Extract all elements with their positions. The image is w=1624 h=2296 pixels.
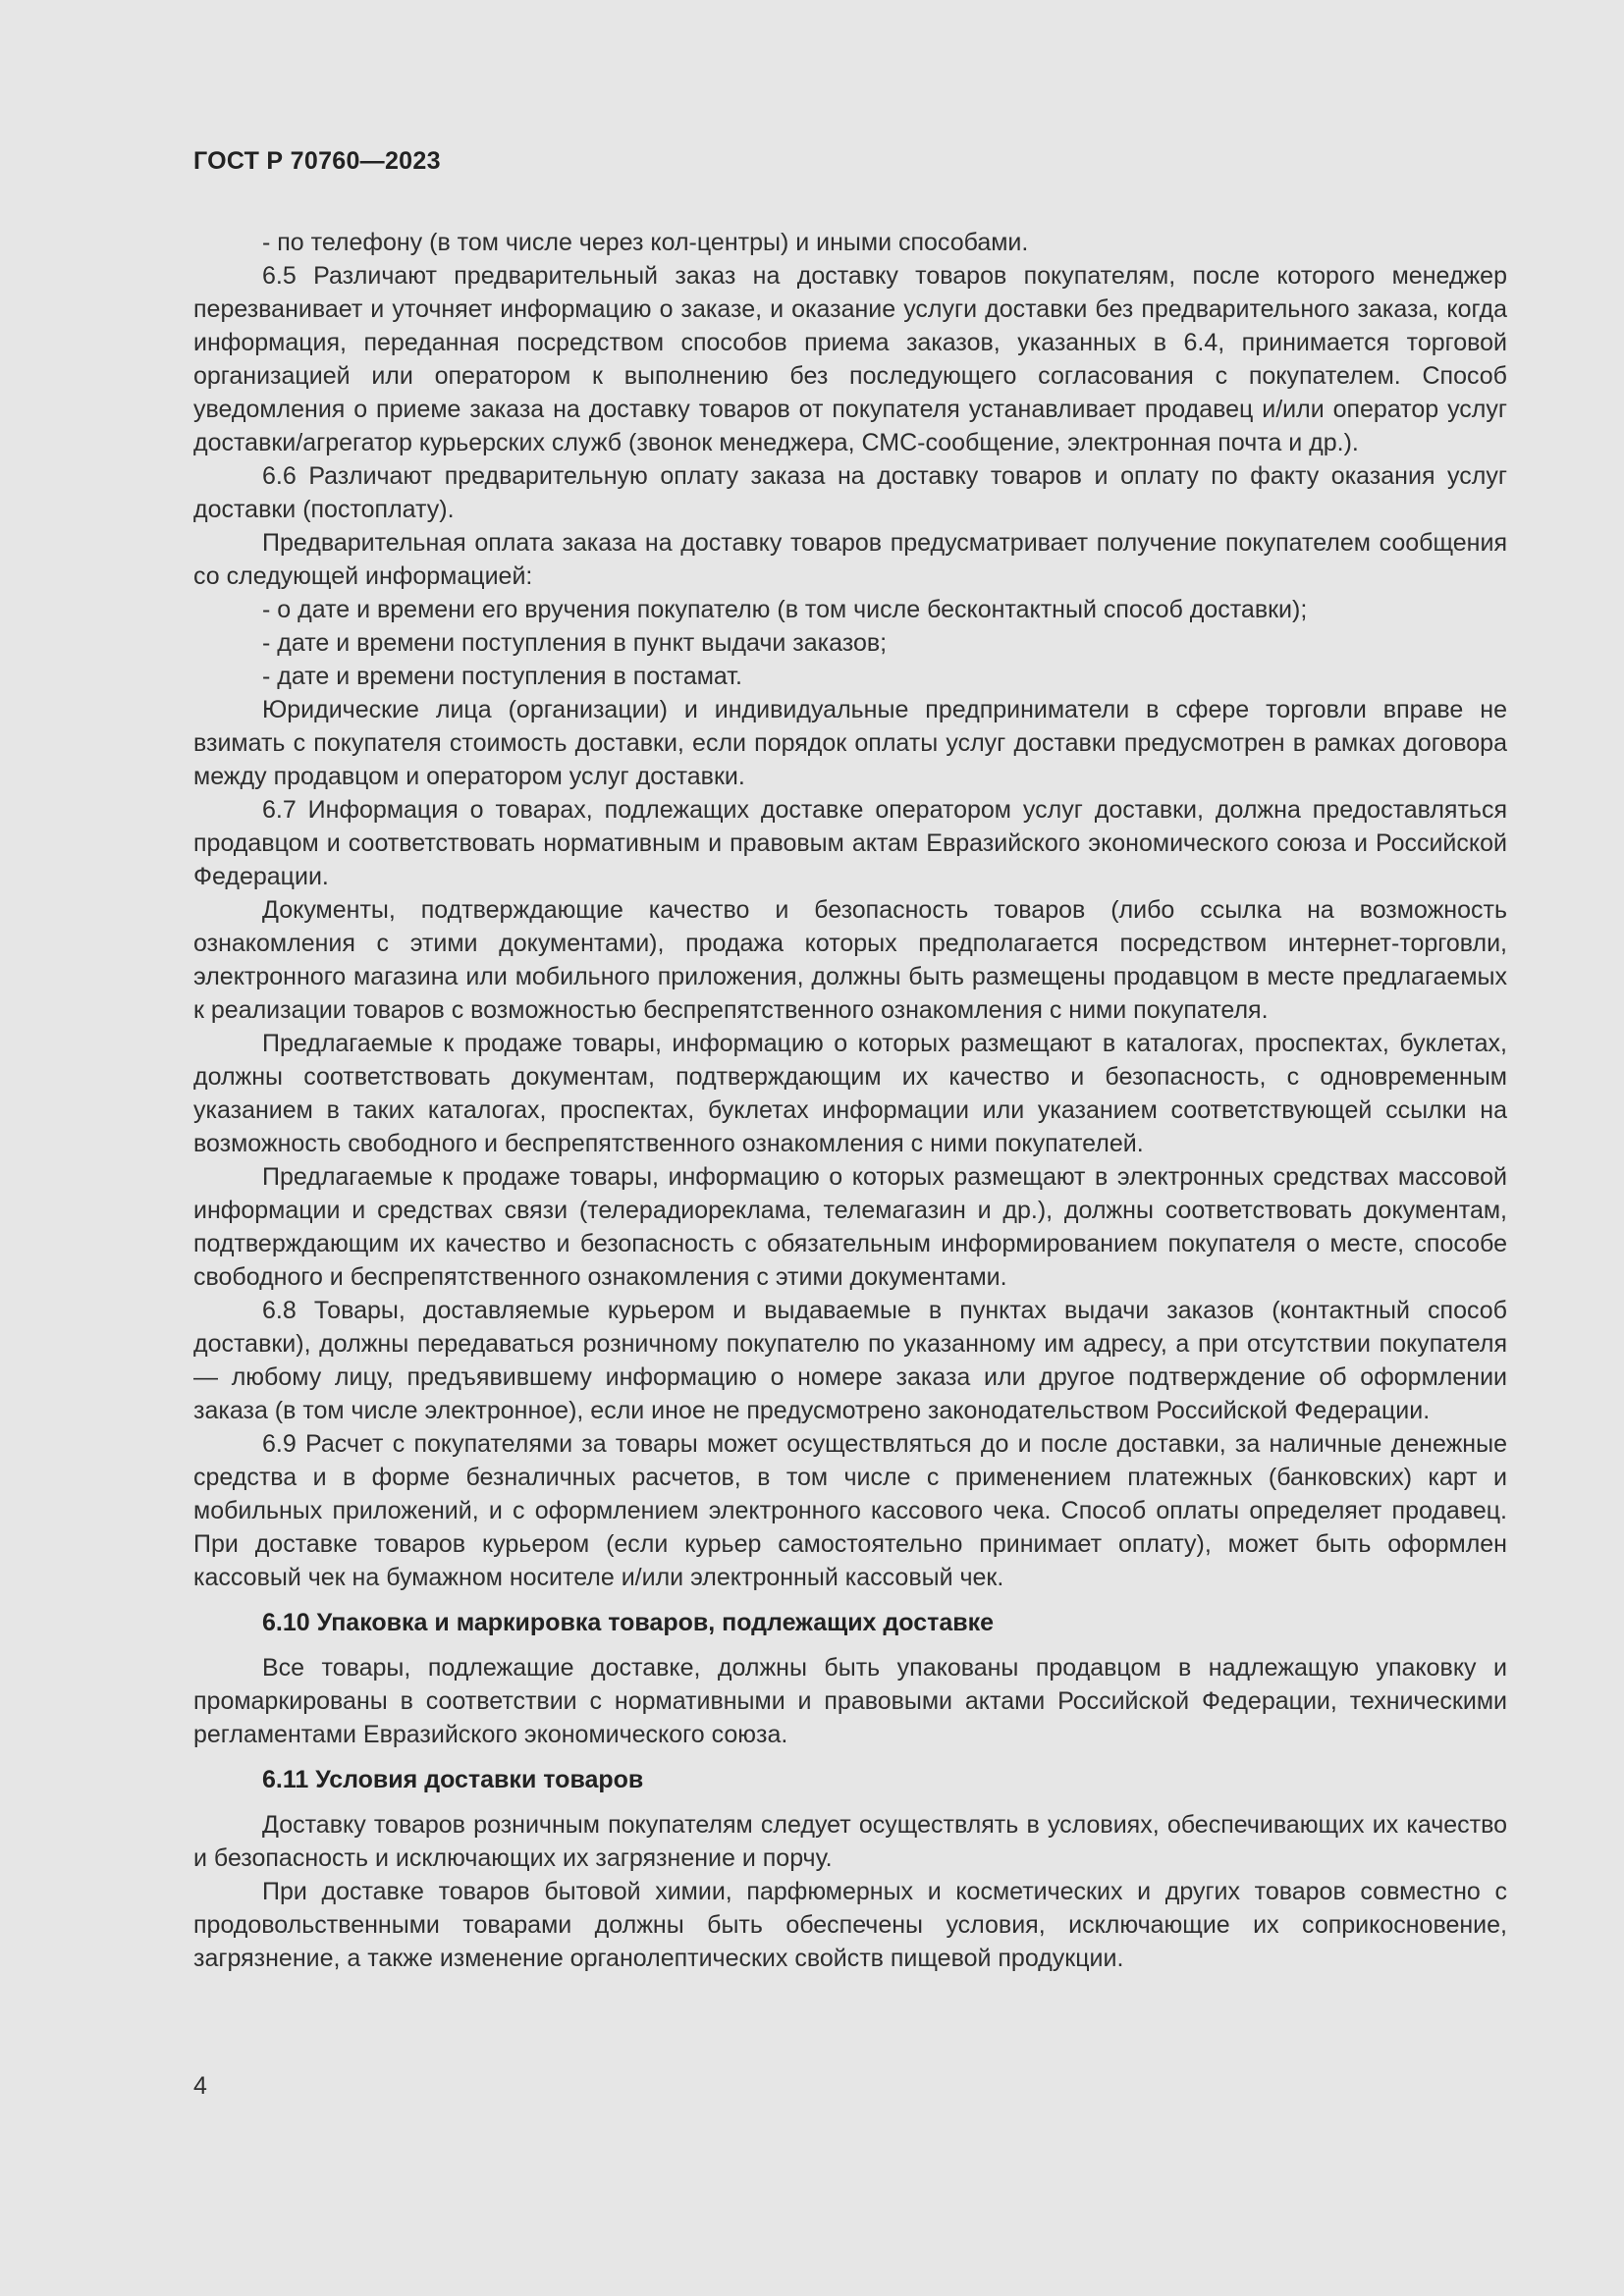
paragraph-packaging: Все товары, подлежащие доставке, должны быть упакованы продавцом в надлежащую упаковку и промаркированы в соответствии с нормативными и правовыми актами Российской Федерации, техническими регламентами Евразийского экономического союза.	[193, 1654, 1507, 1748]
paragraph-6-8: 6.8 Товары, доставляемые курьером и выдаваемые в пунктах выдачи заказов (контактный способ доставки), должны передаваться розничному покупателю по указанному им адресу, а при отсутствии покупателя — любому лицу, предъявившему информацию о номере заказа или другое подтверждение об оформлении заказа (в том числе электронное), если иное не предусмотрено законодательством Российской Федерации.	[193, 1297, 1507, 1424]
paragraph-list-item-parcel-locker: - дате и времени поступления в постамат.	[262, 663, 742, 690]
paragraph-delivery-conditions: Доставку товаров розничным покупателям следует осуществлять в условиях, обеспечивающих их качество и безопасность и исключающих их загрязнение и порчу.	[193, 1811, 1507, 1872]
paragraph-catalogs: Предлагаемые к продаже товары, информацию о которых размещают в каталогах, проспектах, буклетах, должны соответствовать документам, подтверждающим их качество и безопасность, с одновременным указанием в таких каталогах, проспектах, буклетах информации или указанием соответствующей ссылки на возможность свободного и беспрепятственного ознакомления с ними покупателей.	[193, 1030, 1507, 1157]
paragraph-6-6: 6.6 Различают предварительную оплату заказа на доставку товаров и оплату по факту оказания услуг доставки (постоплату).	[193, 462, 1507, 523]
paragraph-list-item-phone: - по телефону (в том числе через кол-центры) и иными способами.	[262, 229, 1029, 256]
paragraph-mass-media: Предлагаемые к продаже товары, информацию о которых размещают в электронных средствах массовой информации и средствах связи (телерадиореклама, телемагазин и др.), должны соответствовать документам, подтверждающим их качество и безопасность с обязательным информированием покупателя о месте, способе свободного и беспрепятственного ознакомления с этими документами.	[193, 1163, 1507, 1291]
section-heading-6-11: 6.11 Условия доставки товаров	[262, 1766, 644, 1793]
paragraph-6-9: 6.9 Расчет с покупателями за товары может осуществляться до и после доставки, за наличные денежные средства и в форме безналичных расчетов, в том числе с применением платежных (банковских) карт и мобильных приложений, и с оформлением электронного кассового чека. Способ оплаты определяет продавец. При доставке товаров курьером (если курьер самостоятельно принимает оплату), может быть оформлен кассовый чек на бумажном носителе и/или электронный кассовый чек.	[193, 1430, 1507, 1591]
paragraph-legal-entities: Юридические лица (организации) и индивидуальные предприниматели в сфере торговли вправе не взимать с покупателя стоимость доставки, если порядок оплаты услуг доставки предусмотрен в рамках договора между продавцом и оператором услуг доставки.	[193, 696, 1507, 790]
paragraph-prepayment: Предварительная оплата заказа на доставку товаров предусматривает получение покупателем сообщения со следующей информацией:	[193, 529, 1507, 590]
paragraph-list-item-delivery-date: - о дате и времени его вручения покупателю (в том числе бесконтактный способ доставки);	[262, 596, 1308, 623]
page-number: 4	[193, 2072, 207, 2100]
paragraph-6-7: 6.7 Информация о товарах, подлежащих доставке оператором услуг доставки, должна предоставляться продавцом и соответствовать нормативным и правовым актам Евразийского экономического союза и Российской Федерации.	[193, 796, 1507, 890]
page-header-standard-title: ГОСТ Р 70760—2023	[193, 147, 441, 175]
paragraph-6-5: 6.5 Различают предварительный заказ на доставку товаров покупателям, после которого менеджер перезванивает и уточняет информацию о заказе, и оказание услуги доставки без предварительного заказа, когда информация, переданная посредством способов приема заказов, указанных в 6.4, принимается торговой организацией или оператором к выполнению без последующего согласования с покупателем. Способ уведомления о приеме заказа на доставку товаров от покупателя устанавливает продавец и/или оператор услуг доставки/агрегатор курьерских служб (звонок менеджера, СМС-сообщение, электронная почта и др.).	[193, 262, 1507, 456]
paragraph-household-chemicals: При доставке товаров бытовой химии, парфюмерных и косметических и других товаров совместно с продовольственными товарами должны быть обеспечены условия, исключающие их соприкосновение, загрязнение, а также изменение органолептических свойств пищевой продукции.	[193, 1878, 1507, 1972]
paragraph-list-item-pickup-point: - дате и времени поступления в пункт выдачи заказов;	[262, 629, 888, 657]
document-body	[193, 226, 1507, 1975]
section-heading-6-10: 6.10 Упаковка и маркировка товаров, подлежащих доставке	[262, 1609, 995, 1636]
paragraph-documents: Документы, подтверждающие качество и безопасность товаров (либо ссылка на возможность ознакомления с этими документами), продажа которых предполагается посредством интернет-торговли, электронного магазина или мобильного приложения, должны быть размещены продавцом в месте предлагаемых к реализации товаров с возможностью беспрепятственного ознакомления с ними покупателя.	[193, 896, 1507, 1024]
